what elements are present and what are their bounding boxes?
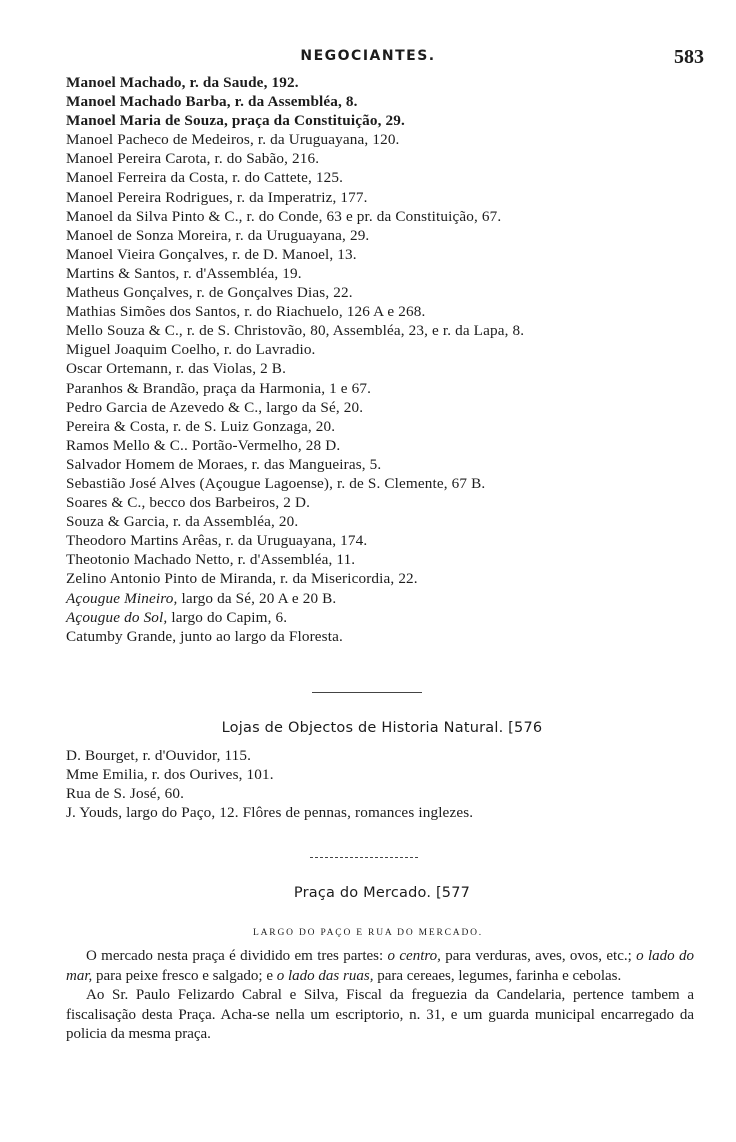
list-item: Martins & Santos, r. d'Assembléa, 19.	[66, 264, 302, 282]
list-item: Manoel da Silva Pinto & C., r. do Conde, 63 e pr. da Constituição, 67.	[66, 207, 502, 225]
list-item: Mello Souza & C., r. de S. Christovão, 80, Assembléa, 23, e r. da Lapa, 8.	[66, 322, 525, 340]
list-item: D. Bourget, r. d'Ouvidor, 115.	[66, 747, 252, 764]
shop-address: largo do Capim, 6.	[167, 608, 288, 626]
list-item: Catumby Grande, junto ao largo da Floresta.	[66, 627, 343, 645]
list-item: Zelino Antonio Pinto de Miranda, r. da Misericordia, 22.	[66, 570, 418, 588]
list-item	[66, 589, 706, 608]
list-item: Pereira & Costa, r. de S. Luiz Gonzaga, 20.	[66, 417, 336, 435]
list-item: Pedro Garcia de Azevedo & C., largo da Sé, 20.	[66, 398, 364, 416]
list-item: Manoel Machado Barba, r. da Assembléa, 8.	[66, 93, 358, 111]
list-item: Souza & Garcia, r. da Assembléa, 20.	[66, 513, 299, 531]
list-item: Manoel de Sonza Moreira, r. da Uruguayana, 29.	[66, 226, 370, 244]
paragraph-italic: o lado das ruas,	[276, 967, 374, 984]
paragraph-text: para peixe fresco e salgado; e	[92, 967, 277, 984]
paragraph	[66, 947, 694, 986]
section-title: Praça do Mercado. [577	[293, 885, 471, 901]
list-item: Sebastião José Alves (Açougue Lagoense), r. de S. Clemente, 67 B.	[66, 474, 486, 492]
list-item: Paranhos & Brandão, praça da Harmonia, 1 e 67.	[66, 379, 372, 397]
paragraph: Ao Sr. Paulo Felizardo Cabral e Silva, Fiscal da freguezia da Candelaria, pertence tambem a fiscalisação desta Praça. Acha-se nella um escriptorio, n. 31, e um guarda municipal encarregado da policia da mesma praça.	[66, 987, 694, 1043]
list-item: Manoel Ferreira da Costa, r. do Cattete, 125.	[66, 169, 344, 187]
running-title: NEGOCIANTES.	[300, 48, 436, 64]
paragraph-italic: o centro,	[387, 948, 441, 964]
list-item: Mme Emilia, r. dos Ourives, 101.	[66, 766, 274, 784]
list-item: Theotonio Machado Netto, r. d'Assembléa, 11.	[66, 551, 356, 569]
section-divider	[310, 857, 418, 858]
section-subtitle: LARGO DO PAÇO E RUA DO MERCADO.	[253, 928, 483, 938]
list-item: Matheus Gonçalves, r. de Gonçalves Dias, 22.	[66, 284, 353, 302]
list-item: Ramos Mello & C.. Portão-Vermelho, 28 D.	[66, 436, 341, 454]
list-item: J. Youds, largo do Paço, 12. Flôres de pennas, romances inglezes.	[66, 804, 474, 822]
list-item: Manoel Machado, r. da Saude, 192.	[66, 74, 299, 91]
shop-address: largo da Sé, 20 A e 20 B.	[177, 589, 337, 607]
list-item: Manoel Vieira Gonçalves, r. de D. Manoel, 13.	[66, 245, 357, 263]
list-item: Soares & C., becco dos Barbeiros, 2 D.	[66, 494, 311, 512]
italic-shop-name: Açougue Mineiro,	[66, 589, 178, 607]
list-item: Salvador Homem de Moraes, r. das Mangueiras, 5.	[66, 455, 382, 473]
market-description	[66, 947, 694, 1045]
list-item	[66, 608, 706, 627]
list-item: Miguel Joaquim Coelho, r. do Lavradio.	[66, 341, 316, 359]
paragraph-text: para verduras, aves, ovos, etc.;	[440, 948, 637, 964]
list-item: Manoel Pereira Carota, r. do Sabão, 216.	[66, 150, 320, 168]
page-number: 583	[674, 46, 704, 68]
list-item: Manoel Pereira Rodrigues, r. da Imperatriz, 177.	[66, 188, 368, 206]
list-item: Theodoro Martins Arêas, r. da Uruguayana, 174.	[66, 532, 368, 550]
paragraph-text: para cereaes, legumes, farinha e cebolas.	[373, 967, 622, 984]
list-item: Oscar Ortemann, r. das Violas, 2 B.	[66, 360, 287, 378]
paragraph-text: O mercado nesta praça é dividido em tres partes:	[86, 948, 388, 964]
merchant-list	[66, 73, 706, 646]
list-item: Mathias Simões dos Santos, r. do Riachuelo, 126 A e 268.	[66, 303, 426, 321]
section-divider	[312, 692, 422, 693]
list-item: Manoel Pacheco de Medeiros, r. da Uruguayana, 120.	[66, 131, 400, 149]
page-header	[0, 46, 736, 70]
list-item: Manoel Maria de Souza, praça da Constituição, 29.	[66, 112, 405, 130]
paragraph-italic: o lado do mar,	[66, 948, 694, 984]
italic-shop-name: Açougue do Sol,	[66, 608, 168, 626]
section-title: Lojas de Objectos de Historia Natural. [576	[221, 720, 543, 736]
natural-history-shop-list	[66, 746, 706, 822]
list-item: Rua de S. José, 60.	[66, 785, 185, 803]
